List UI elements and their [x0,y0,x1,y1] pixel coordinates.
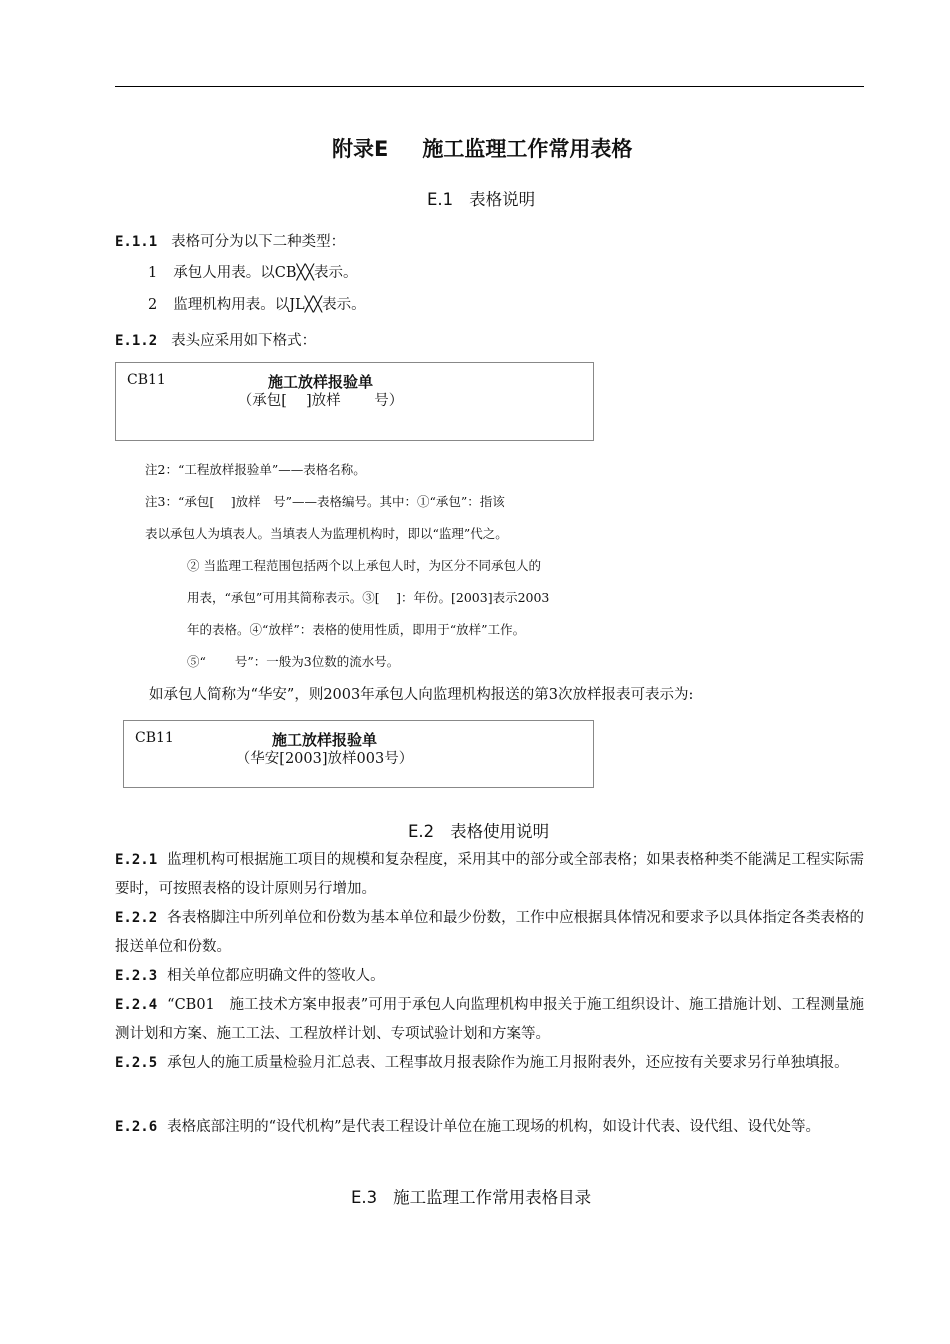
clause-text: 相关单位都应明确文件的签收人。 [167,968,385,984]
item-text: 承包人用表。以CB╳╳表示。 [173,265,358,281]
note-7: ⑤“ 号”：一般为3位数的流水号。 [187,654,400,669]
note-3: 注3：“承包[ ]放样 号”——表格编号。其中：①“承包”：指该 [145,494,505,509]
section-e1-heading [427,186,535,210]
clause-e25 [115,1049,864,1078]
box-title: 施工放样报验单 [271,731,377,749]
note-5: 用表，“承包”可用其简称表示。③[ ]：年份。[2003]表示2003 [187,590,550,605]
box-title: 施工放样报验单 [267,373,373,391]
box-subtitle: （华安[2003]放样003号） [235,751,414,767]
section-text: 表格说明 [469,190,536,209]
clause-text: 表头应采用如下格式： [171,333,317,349]
section-num: E.3 [351,1188,378,1207]
appendix-title [332,133,632,163]
section-e2-heading [408,818,549,842]
box-subtitle: （承包[ ]放样 号） [237,393,404,409]
note-6: 年的表格。④“放样”：表格的使用性质，即用于“放样”工作。 [187,622,526,637]
section-e3-heading [351,1184,591,1208]
item-num: 2 [148,297,158,313]
section-text: 施工监理工作常用表格目录 [393,1188,592,1207]
clause-e22 [115,904,864,962]
clause-e24 [115,991,864,1049]
header-format-box [115,362,594,441]
note-3-cont: 表以承包人为填表人。当填表人为监理机构时，即以“监理”代之。 [145,526,508,541]
clause-text: 各表格脚注中所列单位和份数为基本单位和最少份数，工作中应根据具体情况和要求予以具体指定各类表格的报送单位和份数。 [115,910,864,955]
clause-num: E.1.1 [115,234,158,250]
example-box [123,720,594,788]
note-4: ② 当监理工程范围包括两个以上承包人时，为区分不同承包人的 [187,558,541,573]
clause-e23 [115,962,864,991]
clause-e12 [115,329,316,350]
appendix-title-text: 施工监理工作常用表格 [422,137,633,161]
clause-num: E.2.1 [115,852,158,868]
clause-num: E.2.4 [115,997,158,1013]
clause-e21 [115,846,864,904]
list-item [148,293,366,314]
section-text: 表格使用说明 [450,822,550,841]
list-item [148,261,357,282]
clause-e11 [115,230,345,251]
clause-text: 表格底部注明的“设代机构”是代表工程设计单位在施工现场的机构，如设计代表、设代组、设代处等。 [167,1119,820,1135]
clause-num: E.2.6 [115,1119,158,1135]
item-text: 监理机构用表。以JL╳╳表示。 [173,297,366,313]
clause-e26 [115,1108,864,1146]
clause-text: 监理机构可根据施工项目的规模和复杂程度，采用其中的部分或全部表格；如果表格种类不能满足工程实际需要时，可按照表格的设计原则另行增加。 [115,852,864,897]
appendix-label: 附录E [332,137,389,161]
section-num: E.2 [408,822,435,841]
clause-num: E.1.2 [115,333,158,349]
box-code: CB11 [127,372,166,388]
section-num: E.1 [427,190,454,209]
clause-num: E.2.2 [115,910,158,926]
clause-text: 表格可分为以下二种类型： [171,234,346,250]
clause-text: “CB01 施工技术方案申报表”可用于承包人向监理机构申报关于施工组织设计、施工措施计划、工程测量施测计划和方案、施工工法、工程放样计划、专项试验计划和方案等。 [115,997,864,1042]
header-rule [115,86,864,87]
clause-text: 承包人的施工质量检验月汇总表、工程事故月报表除作为施工月报附表外，还应按有关要求另行单独填报。 [167,1055,849,1071]
box-code: CB11 [135,730,174,746]
clause-num: E.2.3 [115,968,158,984]
note-2: 注2：“工程放样报验单”——表格名称。 [145,462,366,477]
item-num: 1 [148,265,158,281]
clause-num: E.2.5 [115,1055,158,1071]
example-line: 如承包人简称为“华安”，则2003年承包人向监理机构报送的第3次放样报表可表示为: [149,687,694,703]
